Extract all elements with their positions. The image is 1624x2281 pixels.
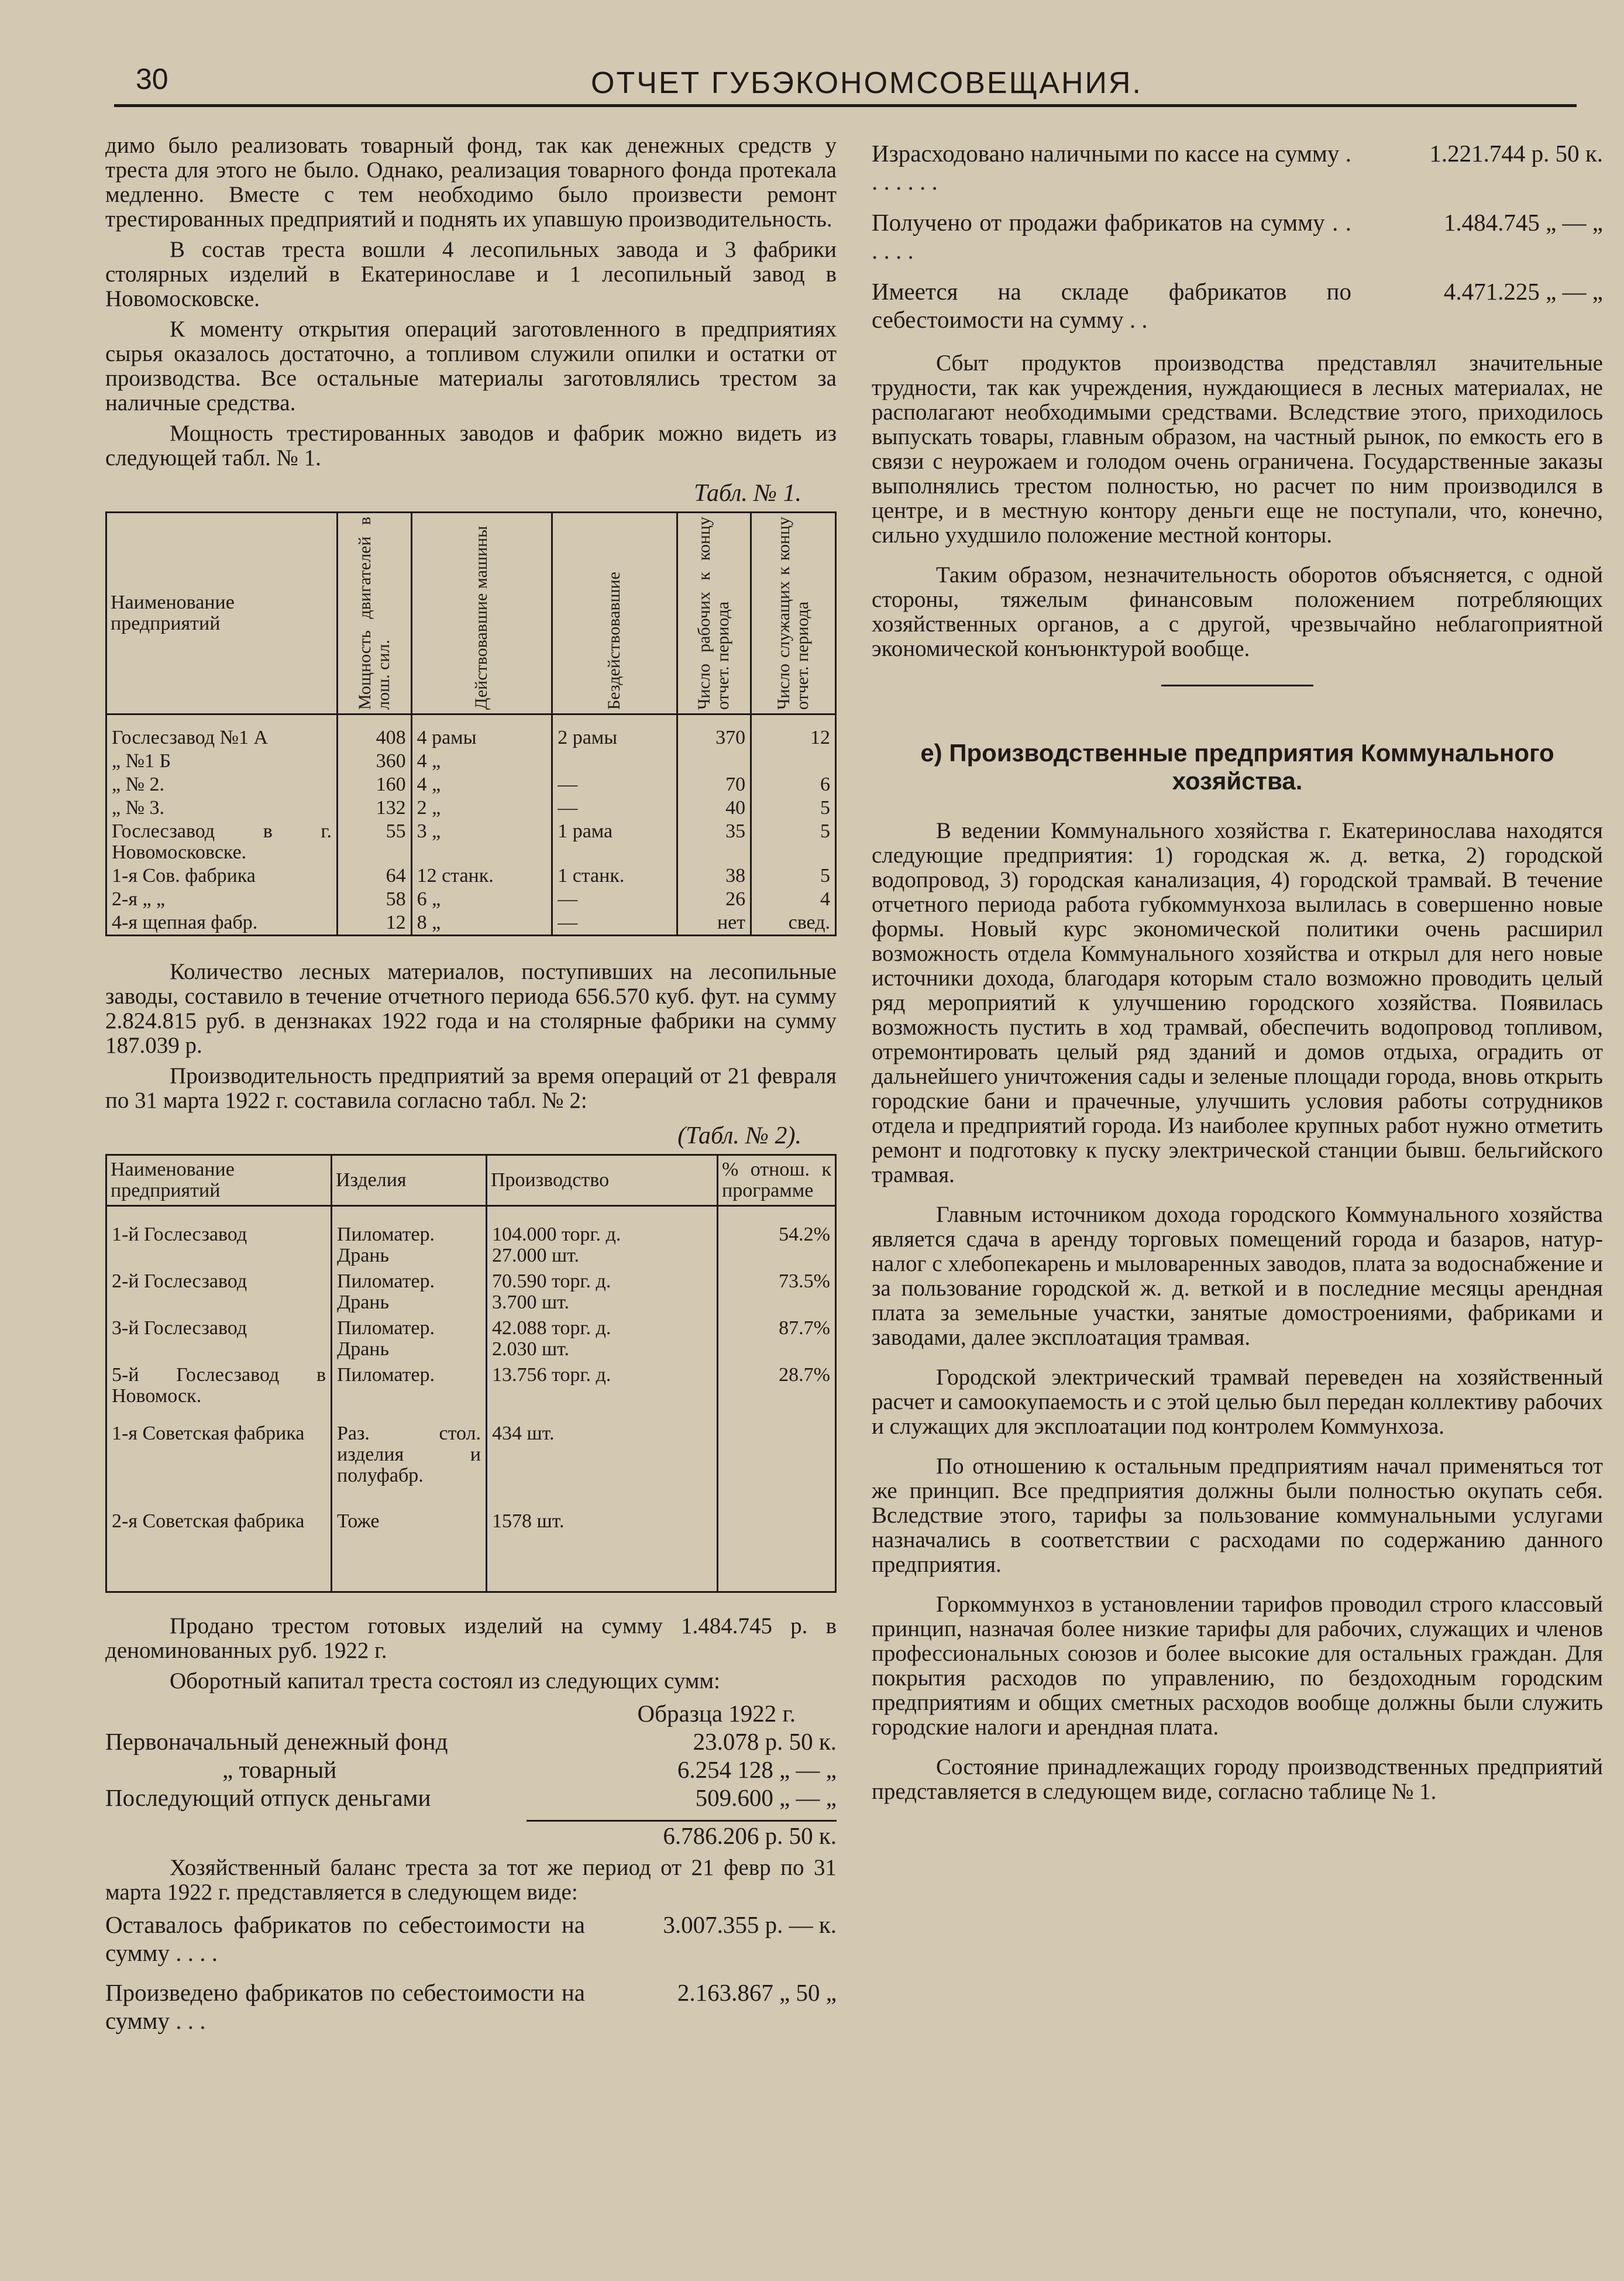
paragraph: Производительность предприятий за время операций от 21 февраля по 31 марта 1922 г. составила согласно табл. № 2: (105, 1063, 837, 1113)
paragraph: В состав треста вошли 4 лесопильных завода и 3 фабрики столярных изделий в Екатеринославе и 1 лесопильный завод в Новомосковске. (105, 237, 837, 311)
table1-header-cell: Число служащих к концу отчет. периода (774, 517, 813, 710)
capital-ledger (105, 1699, 837, 1850)
paragraph: димо было реализовать товарный фонд, так как денежных средств у треста для этого не было. Однако, реализация товарного фонда протекала медленно. Вместе с тем необходимо было произвести ремонт трестированных предприятий и поднять их упавшую производительность. (105, 133, 837, 232)
table2-header-cell: Наименование предприятий (106, 1155, 332, 1205)
paragraph: Городской электрический трамвай переведен на хозяйственный расчет и самоокупаемость и с этой целью был передан коллективу рабочих и служащих для эксплоатации под контролем Коммунхоза. (872, 1365, 1603, 1439)
paragraph: Количество лесных материалов, поступивших на лесопильные заводы, составило в течение отчетного периода 656.570 куб. фут. на сумму 2.824.815 руб. в дензнаках 1922 года и на столярные фабрики на сумму 187.039 р. (105, 959, 837, 1058)
ledger-row: Израсходовано наличными по кассе на сумму . . . . . . . 1.221.744 р. 50 к. (872, 140, 1603, 195)
table2-header-cell: Производство (487, 1155, 718, 1205)
table1-header-cell: Бездействовавшие (604, 572, 624, 710)
table-row: „ № 2. 160 4 „ — 70 6 (106, 773, 836, 796)
paragraph: Горкоммунхоз в установлении тарифов проводил строго классовый принцип, назначая более низкие тарифы для рабочих, служащих и членов профессиональных союзов и более высокие для остальных граждан. Для покрытия расходов по управлению, по бездоходным городским предприятиям и общих сметных расходов вообще должны были служить городские налоги и арендная плата. (872, 1592, 1603, 1740)
table2-header-cell: % отнош. к программе (718, 1155, 836, 1205)
ledger-row: Получено от продажи фабрикатов на сумму . . . . . . 1.484.745 „ — „ (872, 209, 1603, 264)
right-column (872, 133, 1603, 1810)
table-row: 2-й Гослесзавод Пиломатер. Дрань 70.590 торг. д. 3.700 шт. 73.5% (106, 1270, 836, 1317)
table-row: „ №1 Б 360 4 „ (106, 750, 836, 773)
table1-header-cell: Мощность двигателей в лош. сил. (355, 517, 393, 710)
table-row: 4-я щепная фабр. 12 8 „ — нет свед. (106, 911, 836, 936)
separator-rule (1161, 685, 1313, 686)
paragraph: Главным источником дохода городского Коммунального хозяйства является сдача в аренду торговых помещений города и базаров, натур-налог с хлебопекарень и мыловаренных заводов, плата за водоснабжение и за пользование городской ж. д. веткой и в последние месяцы арендная плата за земельные участки, занятые домостроениями, фабриками и заводами, далее эксплоатация трамвая. (872, 1202, 1603, 1350)
table1-header-cell: Число рабочих к концу отчет. периода (694, 517, 733, 710)
paragraph: Сбыт продуктов производства представлял значительные трудности, так как учреждения, нуждающиеся в лесных материалах, не располагают необходимыми средствами. Вследствие этого, приходилось выпускать товары, главным образом, на частный рынок, по емкость его в связи с неурожаем и голодом очень ограничена. Государственные заказы выполнялись трестом полностью, но расчет по ним производился в центре, и в местную контору деньги еще не поступали, что, конечно, сильно ухудшило положение местной конторы. (872, 351, 1603, 548)
table2-caption: (Табл. № 2). (677, 1122, 801, 1149)
table-row: Гослесзавод №1 А 408 4 рамы 2 рамы 370 12 (106, 726, 836, 750)
ledger-row: Последующий отпуск деньгами 509.600 „ — „ (105, 1784, 837, 1811)
table-row: 1-я Сов. фабрика 64 12 станк. 1 станк. 38 5 (106, 864, 836, 888)
ledger-row: Произведено фабрикатов по себестоимости на сумму . . . 2.163.867 „ 50 „ (105, 1978, 837, 2034)
table1-header-cell: Наименование предприятий (106, 513, 338, 714)
table2-header-cell: Изделия (332, 1155, 487, 1205)
table-row: „ № 3. 132 2 „ — 40 5 (106, 796, 836, 820)
paragraph: Состояние принадлежащих городу производственных предприятий представляется в следующем виде, согласно таблице № 1. (872, 1754, 1603, 1804)
paragraph: Оборотный капитал треста состоял из следующих сумм: (170, 1668, 720, 1693)
balance-ledger-continued (872, 139, 1603, 334)
table-row: Гослесзавод в г. Новомосковске. 55 3 „ 1 рама 35 5 (106, 820, 836, 864)
paragraph: В ведении Коммунального хозяйства г. Екатеринослава находятся следующие предприятия: 1) городская ж. д. ветка, 2) городской водопровод, 3) городская канализация, 4) городской трамвай. В течение отчетного периода работа губкоммунхоза вылилась в совершенно новые формы. Новый курс экономической политики очень расширил возможность отдела Коммунального хозяйства и открыл для него новые источники дохода, благодаря которым стало возможно проводить целый ряд мероприятий к улучшению городского хозяйства. Появилась возможность пустить в ход трамвай, обеспечить водопровод топливом, отремонтировать целый ряд зданий и домов отдыха, оградить от дальнейшего уничтожения сады и зеленые площади города, вновь открыть городские бани и прачечные, улучшить условия работы сотрудников отдела и предприятий города. Из наиболее крупных работ нужно отметить ремонт и подготовку к пуску электрической станции бывш. бельгийского трамвая. (872, 818, 1603, 1187)
paragraph: Таким образом, незначительность оборотов объясняется, с одной стороны, тяжелым финансовым положением потребляющих хозяйственных органов, а с другой, чрезвычайно неблагоприятной экономической конъюнктурой вообще. (872, 562, 1603, 661)
ledger-row: „ товарный 6.254 128 „ — „ (222, 1756, 837, 1783)
paragraph: Мощность трестированных заводов и фабрик можно видеть из следующей табл. № 1. (105, 421, 837, 470)
table2-header-row (106, 1155, 836, 1205)
table2 (105, 1154, 837, 1593)
balance-ledger (105, 1911, 837, 2035)
table-row: 2-я Советская фабрика Тоже 1578 шт. (106, 1510, 836, 1592)
ledger-row: Оставалось фабрикатов по себестоимости на сумму . . . . 3.007.355 р. — к. (105, 1911, 837, 1966)
table1-caption: Табл. № 1. (694, 480, 801, 507)
section-heading: e) Производственные предприятия Коммунального хозяйства. (920, 739, 1554, 795)
table1 (105, 511, 837, 936)
table-row: 2-я „ „ 58 6 „ — 26 4 (106, 888, 836, 911)
running-header: ОТЧЕТ ГУБЭКОНОМСОВЕЩАНИЯ. (591, 66, 1143, 100)
left-column (105, 133, 837, 2040)
paragraph: Хозяйственный баланс треста за тот же период от 21 февр по 31 марта 1922 г. представляется в следующем виде: (105, 1854, 837, 1905)
ledger-row: Первоначальный денежный фонд 23.078 р. 50 к. (105, 1727, 837, 1755)
header-rule (114, 104, 1577, 107)
paragraph: Продано трестом готовых изделий на сумму 1.484.745 р. в деноминованных руб. 1922 г. (105, 1613, 837, 1663)
table1-header-row (106, 513, 836, 714)
paragraph: К моменту открытия операций заготовленного в предприятиях сырья оказалось достаточно, а топливом служили опилки и остатки от производства. Все остальные материалы заготовлялись трестом за наличные средства. (105, 317, 837, 415)
paragraph: По отношению к остальным предприятиям начал применяться тот же принцип. Все предприятия должны были полностью окупать себя. Вследствие этого, тарифы за пользование коммунальными услугами назначались в соответствии с расходами по содержанию данного предприятия. (872, 1454, 1603, 1577)
table1-header-cell: Действовавшие машины (472, 525, 491, 710)
ledger-row: Имеется на складе фабрикатов по себестоимости на сумму . . 4.471.225 „ — „ (872, 278, 1603, 333)
table-row: 1-й Гослесзавод Пиломатер. Дрань 104.000 торг. д. 27.000 шт. 54.2% (106, 1223, 836, 1270)
table-row: 3-й Гослесзавод Пиломатер. Дрань 42.088 торг. д. 2.030 шт. 87.7% (106, 1317, 836, 1363)
table-row: 5-й Гослесзавод в Новомоск. Пиломатер. 13.756 торг. д. 28.7% (106, 1363, 836, 1422)
ledger-total: 6.786.206 р. 50 к. (663, 1822, 837, 1849)
capital-header: Образца 1922 г. (637, 1699, 796, 1727)
page-number: 30 (136, 63, 168, 95)
table-row: 1-я Советская фабрика Раз. стол. изделия и полуфабр. 434 шт. (106, 1422, 836, 1510)
